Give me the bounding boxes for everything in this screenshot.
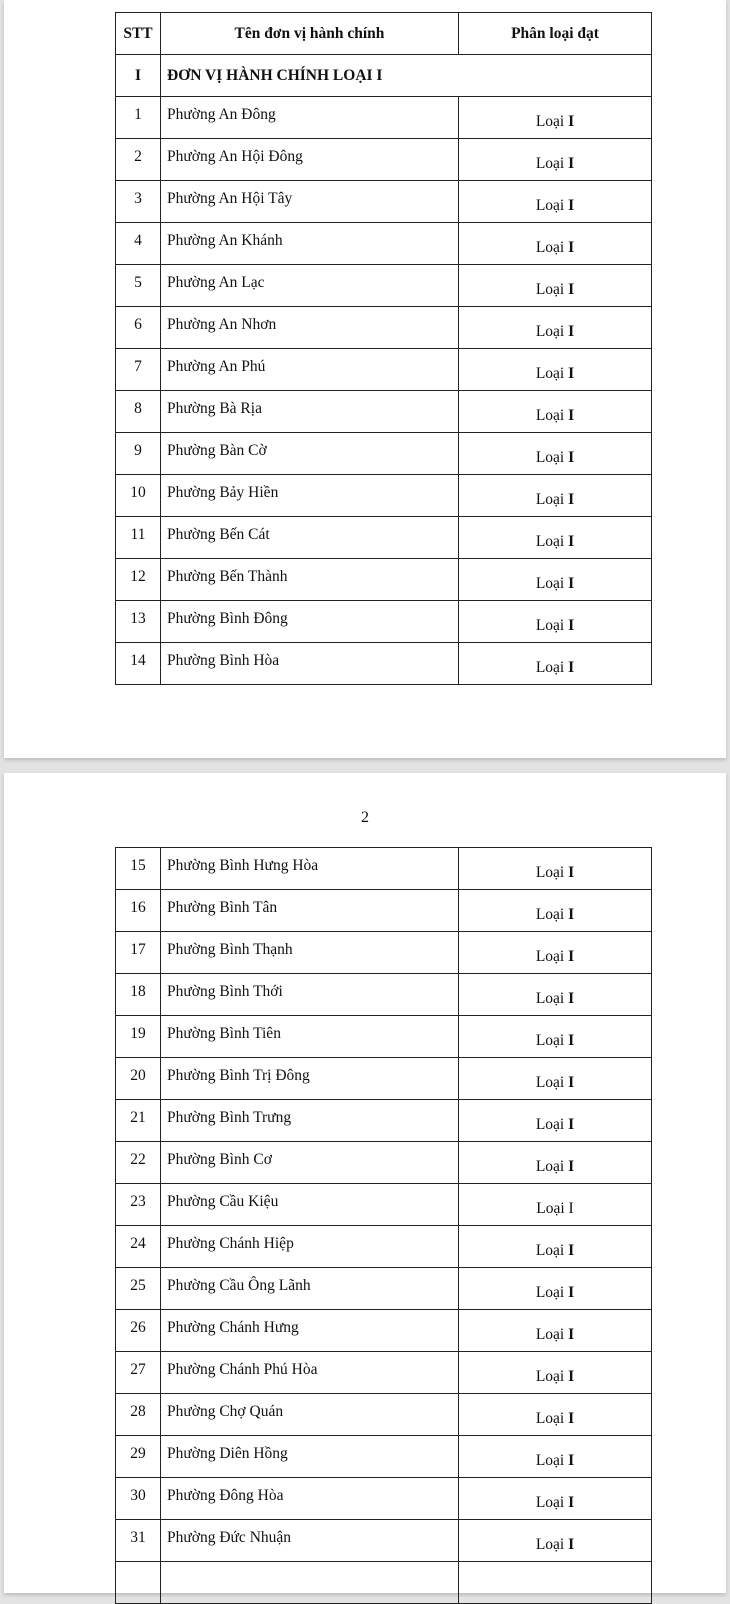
table-row (116, 223, 652, 265)
row-unit-name-cell (161, 1226, 459, 1268)
row-classification (459, 265, 652, 307)
classification-label: Loại (535, 448, 565, 466)
row-unit-name: Phường Bình Tiên (167, 1024, 281, 1042)
row-stt-cell (116, 1142, 161, 1184)
classification-grade: I (568, 1325, 575, 1343)
classification-grade: I (568, 238, 575, 256)
row-stt: 4 (134, 231, 142, 249)
row-stt-cell (116, 181, 161, 223)
classification-grade: I (568, 154, 575, 172)
classification-label: Loại (535, 1073, 565, 1091)
classification-label: Loại (535, 1493, 565, 1511)
row-stt: 20 (130, 1066, 146, 1084)
row-classification (459, 848, 652, 890)
row-stt: 18 (130, 982, 146, 1000)
row-unit-name: Phường Bình Thới (167, 982, 283, 1000)
row-unit-name: Phường Chánh Phú Hòa (167, 1360, 318, 1378)
classification-grade: I (568, 490, 575, 508)
row-unit-name: Phường An Khánh (167, 231, 283, 249)
classification-label: Loại (535, 616, 565, 634)
table-row (116, 139, 652, 181)
row-stt-cell (116, 1394, 161, 1436)
table-row (116, 97, 652, 139)
row-unit-name: Phường Bình Tân (167, 898, 278, 916)
row-stt: 26 (130, 1318, 146, 1336)
table-row (116, 601, 652, 643)
row-unit-name-cell (161, 307, 459, 349)
classification-grade: I (568, 1367, 575, 1385)
table-row (116, 181, 652, 223)
row-unit-name: Phường Bến Thành (167, 567, 288, 585)
row-classification (459, 1478, 652, 1520)
row-classification (459, 1058, 652, 1100)
table-row (116, 559, 652, 601)
row-unit-name: Phường Bình Trị Đông (167, 1066, 310, 1084)
classification-grade: I (568, 1073, 575, 1091)
classification-label: Loại (535, 989, 565, 1007)
row-stt: 14 (130, 651, 146, 669)
header-stt: STT (116, 13, 161, 55)
classification-label: Loại (535, 574, 565, 592)
row-classification (459, 932, 652, 974)
classification-label: Loại (535, 1451, 565, 1469)
row-stt-cell (116, 1478, 161, 1520)
row-unit-name: Phường Bình Cơ (167, 1150, 272, 1168)
row-unit-name-cell (161, 349, 459, 391)
classification-grade: I (568, 406, 575, 424)
row-unit-name: Phường Đông Hòa (167, 1486, 284, 1504)
row-unit-name-cell (161, 391, 459, 433)
row-stt: 9 (134, 441, 142, 459)
classification-grade: I (568, 1493, 575, 1511)
table-row (116, 1016, 652, 1058)
row-stt-cell (116, 97, 161, 139)
classification-label: Loại (535, 1325, 565, 1343)
row-classification (459, 307, 652, 349)
row-unit-name: Phường Cầu Kiệu (167, 1192, 279, 1210)
classification-grade: I (568, 947, 575, 965)
classification-label: Loại (535, 658, 565, 676)
row-classification (459, 223, 652, 265)
table-row (116, 1142, 652, 1184)
row-stt: 1 (134, 105, 142, 123)
table-row (116, 1310, 652, 1352)
classification-grade: I (568, 1157, 575, 1175)
row-unit-name-cell (161, 890, 459, 932)
row-unit-name: Phường Bến Cát (167, 525, 270, 543)
row-classification (459, 1352, 652, 1394)
row-unit-name-cell (161, 1436, 459, 1478)
classification-grade: I (568, 1451, 575, 1469)
classification-grade: I (568, 574, 575, 592)
header-type: Phân loại đạt (459, 13, 652, 55)
row-unit-name-cell (161, 559, 459, 601)
row-stt: 16 (130, 898, 146, 916)
row-unit-name: Phường An Phú (167, 357, 266, 375)
row-stt: 31 (130, 1528, 146, 1546)
classification-label: Loại (535, 1031, 565, 1049)
table-row (116, 1100, 652, 1142)
row-classification (459, 1520, 652, 1562)
classification-label: Loại (535, 238, 565, 256)
row-unit-name-cell (161, 433, 459, 475)
row-stt: 21 (130, 1108, 146, 1126)
row-classification (459, 475, 652, 517)
document-page-2 (4, 773, 726, 1593)
row-stt-cell (116, 1520, 161, 1562)
row-unit-name-cell (161, 848, 459, 890)
classification-grade: I (568, 112, 575, 130)
row-unit-name-cell (161, 223, 459, 265)
classification-label: Loại (535, 1409, 565, 1427)
row-stt-cell (116, 433, 161, 475)
classification-label: Loại (535, 905, 565, 923)
row-stt: 7 (134, 357, 142, 375)
row-unit-name: Phường Bình Trưng (167, 1108, 292, 1126)
row-classification (459, 559, 652, 601)
admin-unit-table-continued (115, 847, 652, 1604)
classification-label: Loại (535, 196, 565, 214)
row-stt-cell (116, 265, 161, 307)
table-row (116, 1352, 652, 1394)
row-stt-cell (116, 1058, 161, 1100)
row-unit-name-cell (161, 1352, 459, 1394)
row-unit-name-cell (161, 601, 459, 643)
table-row (116, 349, 652, 391)
row-unit-name-cell (161, 97, 459, 139)
classification-grade: I (568, 1535, 575, 1553)
classification-grade: I (568, 616, 575, 634)
table-row (116, 1478, 652, 1520)
classification-grade: I (568, 989, 575, 1007)
classification-grade: I (568, 658, 575, 676)
row-stt-cell (116, 1184, 161, 1226)
row-classification (459, 181, 652, 223)
row-unit-name-cell (161, 643, 459, 685)
row-stt: 29 (130, 1444, 146, 1462)
admin-unit-table (115, 12, 652, 685)
row-classification (459, 1436, 652, 1478)
row-unit-name-cell (161, 139, 459, 181)
row-stt-cell (116, 643, 161, 685)
table-row (116, 1226, 652, 1268)
row-classification (459, 139, 652, 181)
row-classification (459, 890, 652, 932)
row-stt: 15 (130, 856, 146, 874)
row-unit-name-cell (161, 1394, 459, 1436)
row-unit-name: Phường An Đông (167, 105, 276, 123)
classification-label: Loại (535, 1283, 565, 1301)
row-classification (459, 1394, 652, 1436)
row-unit-name: Phường Bình Hưng Hòa (167, 856, 319, 874)
row-unit-name: Phường Bình Đông (167, 609, 288, 627)
row-stt: 24 (130, 1234, 146, 1252)
classification-grade: I (568, 1409, 575, 1427)
row-stt-cell (116, 601, 161, 643)
row-unit-name: Phường An Lạc (167, 273, 265, 291)
row-unit-name-cell (161, 1310, 459, 1352)
row-stt: 25 (130, 1276, 146, 1294)
section-title: ĐƠN VỊ HÀNH CHÍNH LOẠI I (161, 55, 652, 97)
row-stt: 2 (134, 147, 142, 165)
classification-label: Loại (535, 154, 565, 172)
classification-grade: I (568, 322, 575, 340)
row-stt: 28 (130, 1402, 146, 1420)
row-unit-name-cell (161, 1268, 459, 1310)
row-unit-name-cell (161, 1016, 459, 1058)
classification-grade: I (568, 364, 575, 382)
section-roman: I (116, 55, 161, 97)
table-row (116, 475, 652, 517)
row-stt-cell (116, 349, 161, 391)
classification-grade: I (568, 1283, 575, 1301)
row-classification (459, 97, 652, 139)
table-row (116, 1520, 652, 1562)
row-stt: 3 (134, 189, 142, 207)
table-row (116, 890, 652, 932)
classification-label: Loại (535, 1241, 565, 1259)
row-classification (459, 1016, 652, 1058)
row-unit-name: Phường An Nhơn (167, 315, 277, 333)
page-number: 2 (361, 809, 369, 826)
classification-label: Loại (535, 280, 565, 298)
row-unit-name-cell (161, 1478, 459, 1520)
row-unit-name-cell (161, 1520, 459, 1562)
row-stt-cell (116, 890, 161, 932)
row-stt-cell (116, 139, 161, 181)
classification-grade: I (568, 905, 575, 923)
row-unit-name-cell (161, 932, 459, 974)
row-stt: 22 (130, 1150, 146, 1168)
row-unit-name-cell (161, 1100, 459, 1142)
row-stt-cell (116, 1100, 161, 1142)
row-stt-cell (116, 475, 161, 517)
row-stt-cell (116, 223, 161, 265)
table-row (116, 433, 652, 475)
row-unit-name-cell (161, 1142, 459, 1184)
table-header-row (116, 13, 652, 55)
row-unit-name-cell (161, 265, 459, 307)
classification-grade: I (568, 1031, 575, 1049)
row-classification (459, 643, 652, 685)
row-stt-cell (116, 1436, 161, 1478)
classification-label: Loại (535, 947, 565, 965)
classification-grade: I (568, 863, 575, 881)
row-unit-name-cell (161, 974, 459, 1016)
document-page-1 (4, 0, 726, 758)
row-stt: 11 (130, 525, 146, 543)
row-unit-name: Phường An Hội Tây (167, 189, 293, 207)
row-unit-name: Phường Chợ Quán (167, 1402, 284, 1420)
row-classification (459, 517, 652, 559)
row-classification (459, 1268, 652, 1310)
row-classification (459, 433, 652, 475)
classification-grade: I (568, 532, 575, 550)
classification-label: Loại (535, 1115, 565, 1133)
classification-grade: I (568, 1199, 574, 1217)
row-unit-name-cell (161, 517, 459, 559)
row-unit-name: Phường Diên Hồng (167, 1444, 288, 1462)
row-unit-name: Phường Bảy Hiền (167, 483, 279, 501)
row-stt: 17 (130, 940, 146, 958)
classification-grade: I (568, 1241, 575, 1259)
classification-grade: I (568, 280, 575, 298)
table-row (116, 1184, 652, 1226)
classification-grade: I (568, 196, 575, 214)
classification-grade: I (568, 448, 575, 466)
table-row (116, 307, 652, 349)
row-unit-name-cell (161, 181, 459, 223)
row-stt: 10 (130, 483, 146, 501)
row-stt: 5 (134, 273, 142, 291)
row-stt: 23 (130, 1192, 146, 1210)
table-row (116, 391, 652, 433)
classification-grade: I (568, 1115, 575, 1133)
row-classification (459, 349, 652, 391)
row-stt-cell (116, 1268, 161, 1310)
row-unit-name-cell (161, 475, 459, 517)
row-unit-name: Phường Đức Nhuận (167, 1528, 292, 1546)
table-row (116, 1436, 652, 1478)
row-classification (459, 974, 652, 1016)
classification-label: Loại (535, 112, 565, 130)
row-stt-cell (116, 848, 161, 890)
row-unit-name: Phường Bà Rịa (167, 399, 262, 417)
header-name: Tên đơn vị hành chính (161, 13, 459, 55)
row-stt: 13 (130, 609, 146, 627)
classification-label: Loại (536, 1199, 565, 1217)
classification-label: Loại (535, 1535, 565, 1553)
row-stt: 19 (130, 1024, 146, 1042)
row-stt: 6 (134, 315, 142, 333)
table-row (116, 517, 652, 559)
row-classification (459, 391, 652, 433)
row-unit-name: Phường Chánh Hiệp (167, 1234, 294, 1252)
classification-label: Loại (535, 532, 565, 550)
row-stt-cell (116, 974, 161, 1016)
table-row (116, 643, 652, 685)
row-stt: 27 (130, 1360, 146, 1378)
row-unit-name: Phường Bàn Cờ (167, 441, 267, 459)
row-unit-name: Phường An Hội Đông (167, 147, 303, 165)
table-row (116, 1268, 652, 1310)
classification-label: Loại (535, 406, 565, 424)
table-row (116, 848, 652, 890)
row-classification (459, 1142, 652, 1184)
row-stt: 8 (134, 399, 142, 417)
section-row (116, 55, 652, 97)
row-stt-cell (116, 307, 161, 349)
table-row (116, 1058, 652, 1100)
table-row (116, 1394, 652, 1436)
row-stt-cell (116, 1016, 161, 1058)
row-unit-name: Phường Chánh Hưng (167, 1318, 299, 1336)
row-stt-cell (116, 1310, 161, 1352)
row-unit-name: Phường Cầu Ông Lãnh (167, 1276, 311, 1294)
row-unit-name: Phường Bình Hòa (167, 651, 280, 669)
row-unit-name: Phường Bình Thạnh (167, 940, 293, 958)
row-stt-cell (116, 1226, 161, 1268)
row-classification (459, 1184, 652, 1226)
row-unit-name-cell (161, 1058, 459, 1100)
table-row (116, 932, 652, 974)
row-stt-cell (116, 932, 161, 974)
row-classification (459, 1226, 652, 1268)
row-stt-cell (116, 391, 161, 433)
row-unit-name-cell (161, 1184, 459, 1226)
classification-label: Loại (535, 1367, 565, 1385)
row-stt: 30 (130, 1486, 146, 1504)
row-stt-cell (116, 1352, 161, 1394)
classification-label: Loại (535, 364, 565, 382)
row-classification (459, 601, 652, 643)
classification-label: Loại (535, 322, 565, 340)
row-stt: 12 (130, 567, 146, 585)
row-classification (459, 1310, 652, 1352)
classification-label: Loại (535, 1157, 565, 1175)
row-stt-cell (116, 517, 161, 559)
table-row (116, 974, 652, 1016)
classification-label: Loại (535, 863, 565, 881)
table-row (116, 265, 652, 307)
row-stt-cell (116, 559, 161, 601)
classification-label: Loại (535, 490, 565, 508)
row-classification (459, 1100, 652, 1142)
